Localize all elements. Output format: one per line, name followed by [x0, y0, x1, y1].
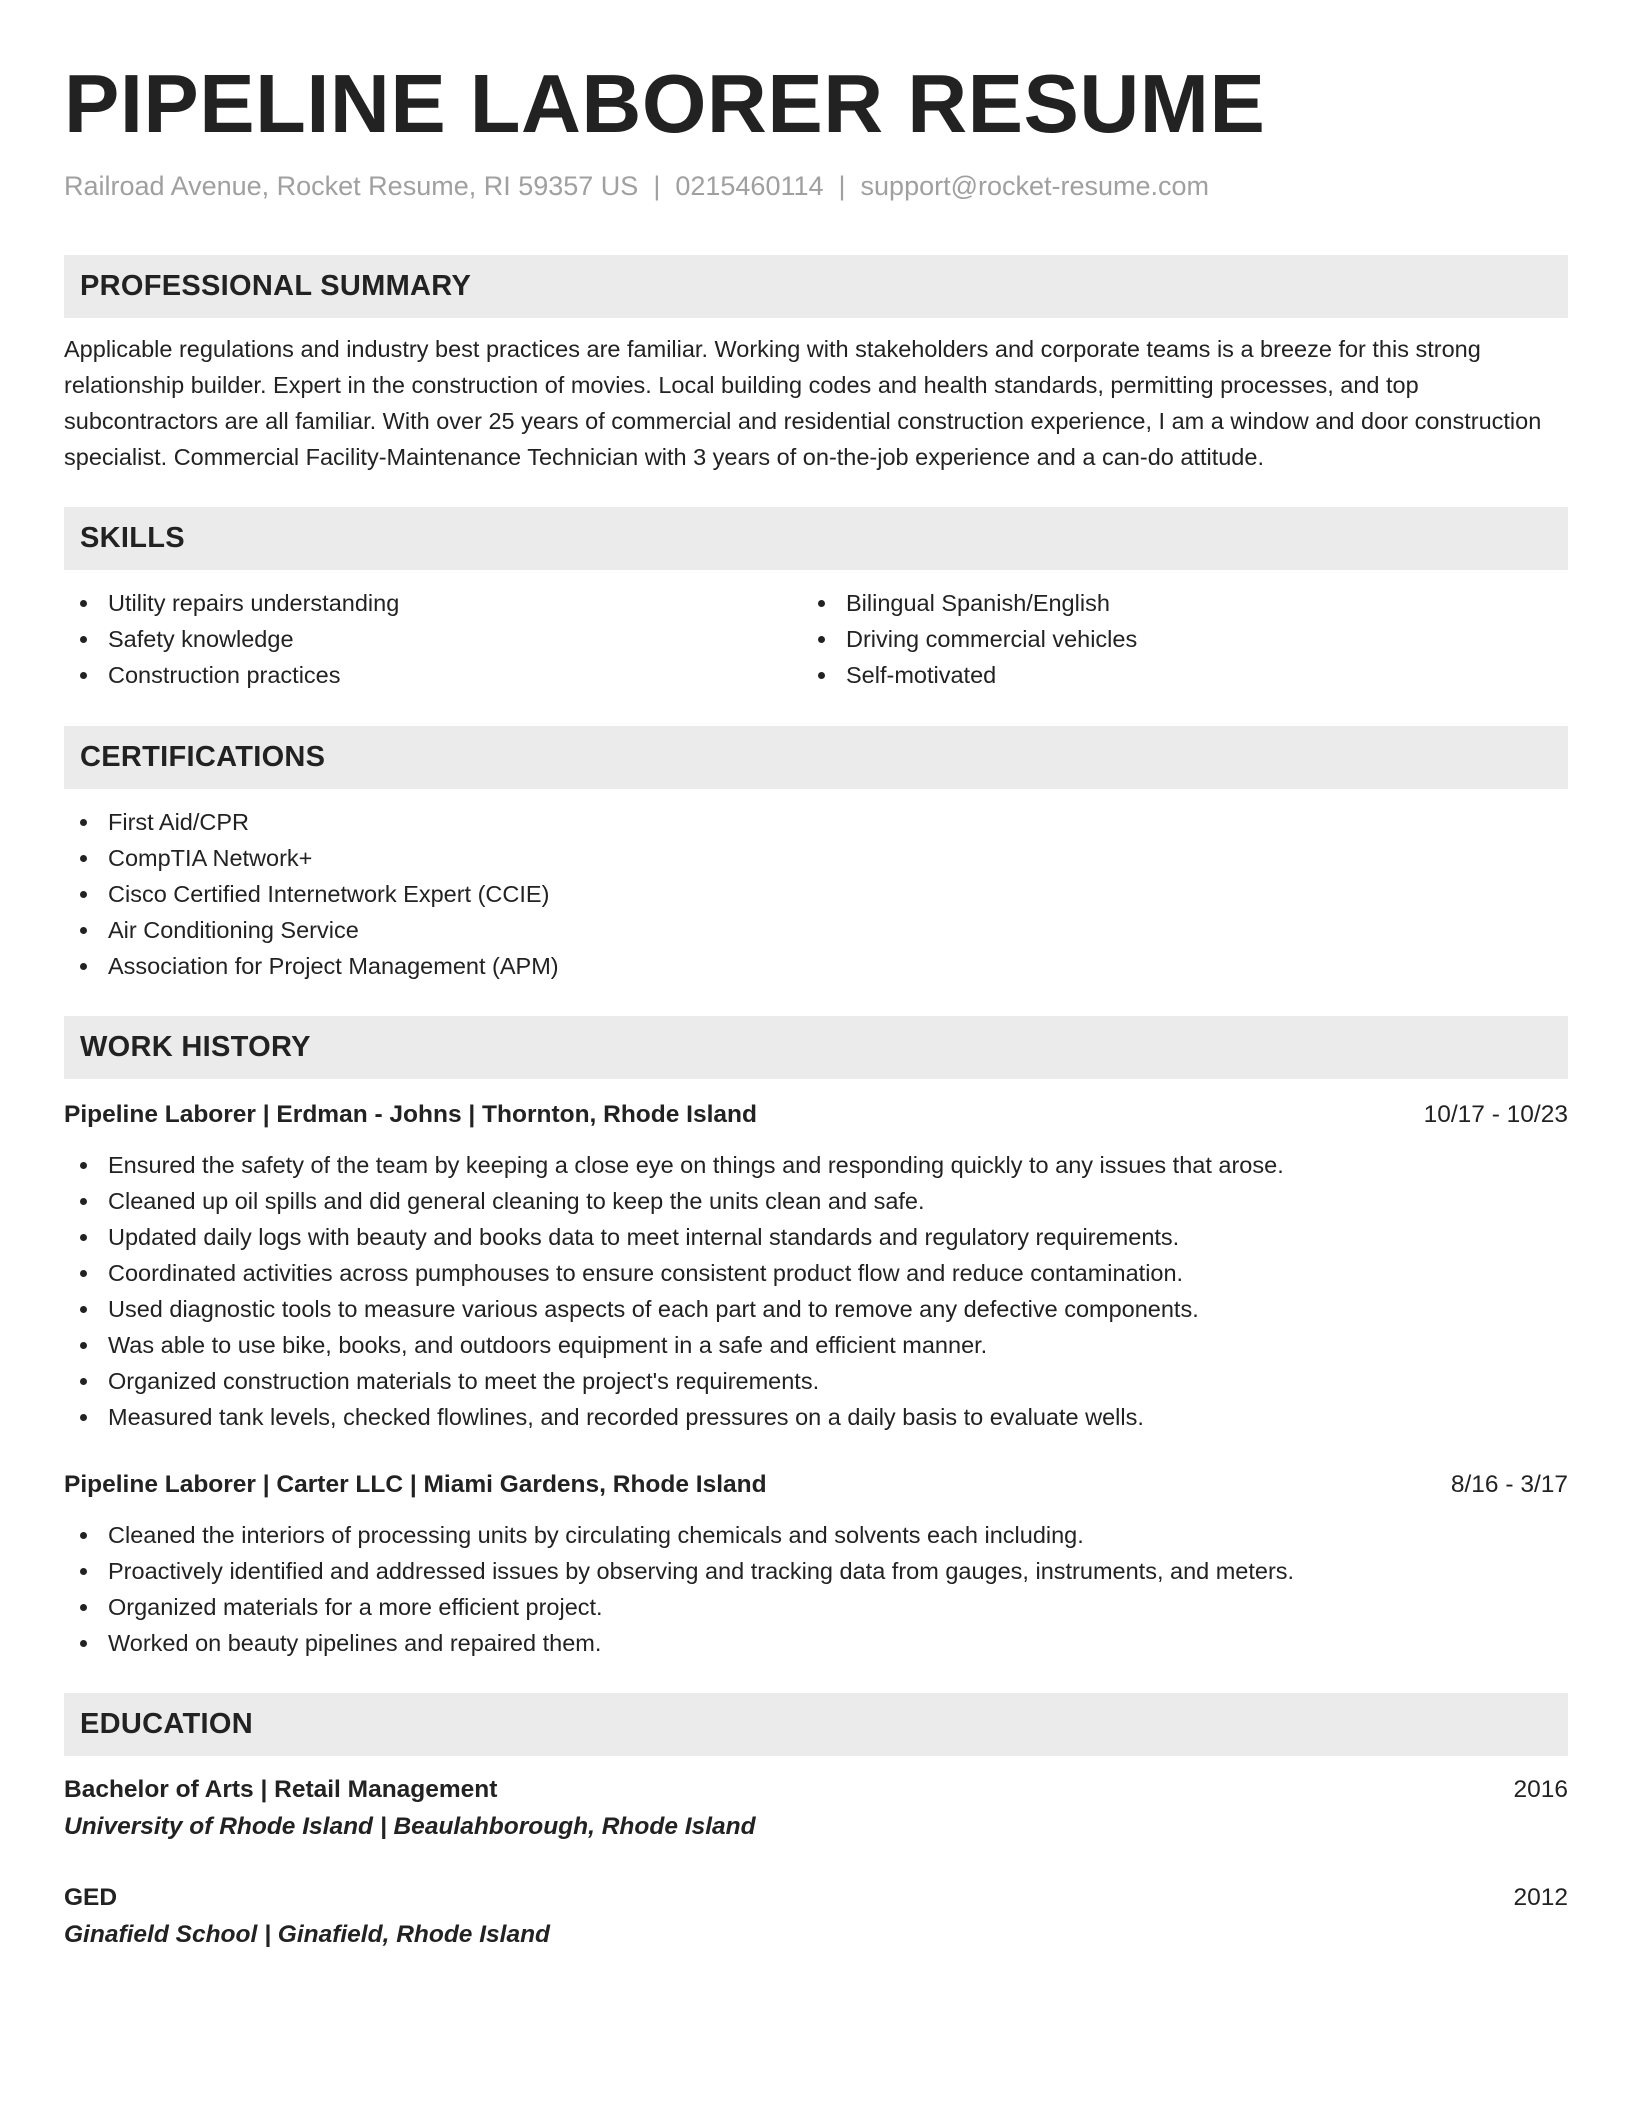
- skills-column-right: [802, 585, 1540, 693]
- job-dates: 8/16 - 3/17: [1450, 1471, 1568, 1498]
- summary-text: Applicable regulations and industry best practices are familiar. Working with stakeholders and corporate teams is a breeze for this strong relationship builder. Expert in the construction of movies. Local building codes and health standards, permitting processes, and top subcontractors are all familiar. With over 25 years of commercial and residential construction experience, I am a window and door construction specialist. Commercial Facility-Maintenance Technician with 3 years of on-the-job experience and a can-do attitude.: [64, 336, 1542, 470]
- section-header-education: EDUCATION: [64, 1693, 1568, 1756]
- job-bullet: Measured tank levels, checked flowlines, and recorded pressures on a daily basis to evaluate wells.: [64, 1399, 1568, 1435]
- section-header-summary: PROFESSIONAL SUMMARY: [64, 255, 1568, 318]
- education-school: University of Rhode Island | Beaulahborough, Rhode Island: [64, 1813, 756, 1840]
- job-bullet: Was able to use bike, books, and outdoors equipment in a safe and efficient manner.: [64, 1327, 1568, 1363]
- skill-item: Utility repairs understanding: [64, 585, 802, 621]
- skill-item: Bilingual Spanish/English: [802, 585, 1540, 621]
- contact-email: support@rocket-resume.com: [860, 171, 1210, 201]
- job-bullet: Worked on beauty pipelines and repaired them.: [64, 1625, 1568, 1661]
- certification-item: Association for Project Management (APM): [64, 948, 1568, 984]
- education-entry: [64, 1773, 1568, 1845]
- education-year: 2016: [1513, 1776, 1568, 1803]
- skill-item: Construction practices: [64, 657, 802, 693]
- education-header: [64, 1773, 1568, 1807]
- job-bullet: Cleaned the interiors of processing units by circulating chemicals and solvents each including.: [64, 1517, 1568, 1553]
- contact-separator: |: [653, 171, 661, 201]
- section-header-work-history: WORK HISTORY: [64, 1016, 1568, 1079]
- job-bullet: Updated daily logs with beauty and books data to meet internal standards and regulatory requirements.: [64, 1219, 1568, 1255]
- education-entry: [64, 1881, 1568, 1953]
- certifications-list: [64, 804, 1568, 984]
- contact-phone: 0215460114: [675, 171, 824, 201]
- job-bullet: Cleaned up oil spills and did general cleaning to keep the units clean and safe.: [64, 1183, 1568, 1219]
- job-header: [64, 1098, 1568, 1132]
- resume-title: PIPELINE LABORER RESUME: [64, 57, 1266, 150]
- skills-grid: [64, 585, 1568, 693]
- job-bullet: Coordinated activities across pumphouses to ensure consistent product flow and reduce contamination.: [64, 1255, 1568, 1291]
- education-school: Ginafield School | Ginafield, Rhode Island: [64, 1921, 551, 1948]
- skill-item: Safety knowledge: [64, 621, 802, 657]
- education-header: [64, 1881, 1568, 1915]
- job-bullet: Proactively identified and addressed issues by observing and tracking data from gauges, instruments, and meters.: [64, 1553, 1568, 1589]
- certification-item: Air Conditioning Service: [64, 912, 1568, 948]
- contact-line: [64, 168, 1568, 204]
- section-header-certifications: CERTIFICATIONS: [64, 726, 1568, 789]
- skill-item: Driving commercial vehicles: [802, 621, 1540, 657]
- job-bullet: Organized materials for a more efficient project.: [64, 1589, 1568, 1625]
- contact-separator: |: [838, 171, 846, 201]
- certification-item: Cisco Certified Internetwork Expert (CCIE): [64, 876, 1568, 912]
- job-header: [64, 1468, 1568, 1502]
- job-title: Pipeline Laborer | Erdman - Johns | Thornton, Rhode Island: [64, 1101, 757, 1128]
- certification-item: First Aid/CPR: [64, 804, 1568, 840]
- contact-address: Railroad Avenue, Rocket Resume, RI 59357 US: [64, 171, 639, 201]
- job-bullet: Ensured the safety of the team by keeping a close eye on things and responding quickly to any issues that arose.: [64, 1147, 1568, 1183]
- job-title: Pipeline Laborer | Carter LLC | Miami Gardens, Rhode Island: [64, 1471, 767, 1498]
- job-bullets: [64, 1147, 1568, 1435]
- section-header-skills: SKILLS: [64, 507, 1568, 570]
- certification-item: CompTIA Network+: [64, 840, 1568, 876]
- education-year: 2012: [1513, 1884, 1568, 1911]
- job-bullet: Used diagnostic tools to measure various aspects of each part and to remove any defective components.: [64, 1291, 1568, 1327]
- job-dates: 10/17 - 10/23: [1423, 1101, 1568, 1128]
- skills-column-left: [64, 585, 802, 693]
- job-entry: [64, 1098, 1568, 1435]
- education-degree: GED: [64, 1884, 118, 1911]
- job-bullet: Organized construction materials to meet the project's requirements.: [64, 1363, 1568, 1399]
- job-bullets: [64, 1517, 1568, 1661]
- skill-item: Self-motivated: [802, 657, 1540, 693]
- education-degree: Bachelor of Arts | Retail Management: [64, 1776, 498, 1803]
- job-entry: [64, 1468, 1568, 1661]
